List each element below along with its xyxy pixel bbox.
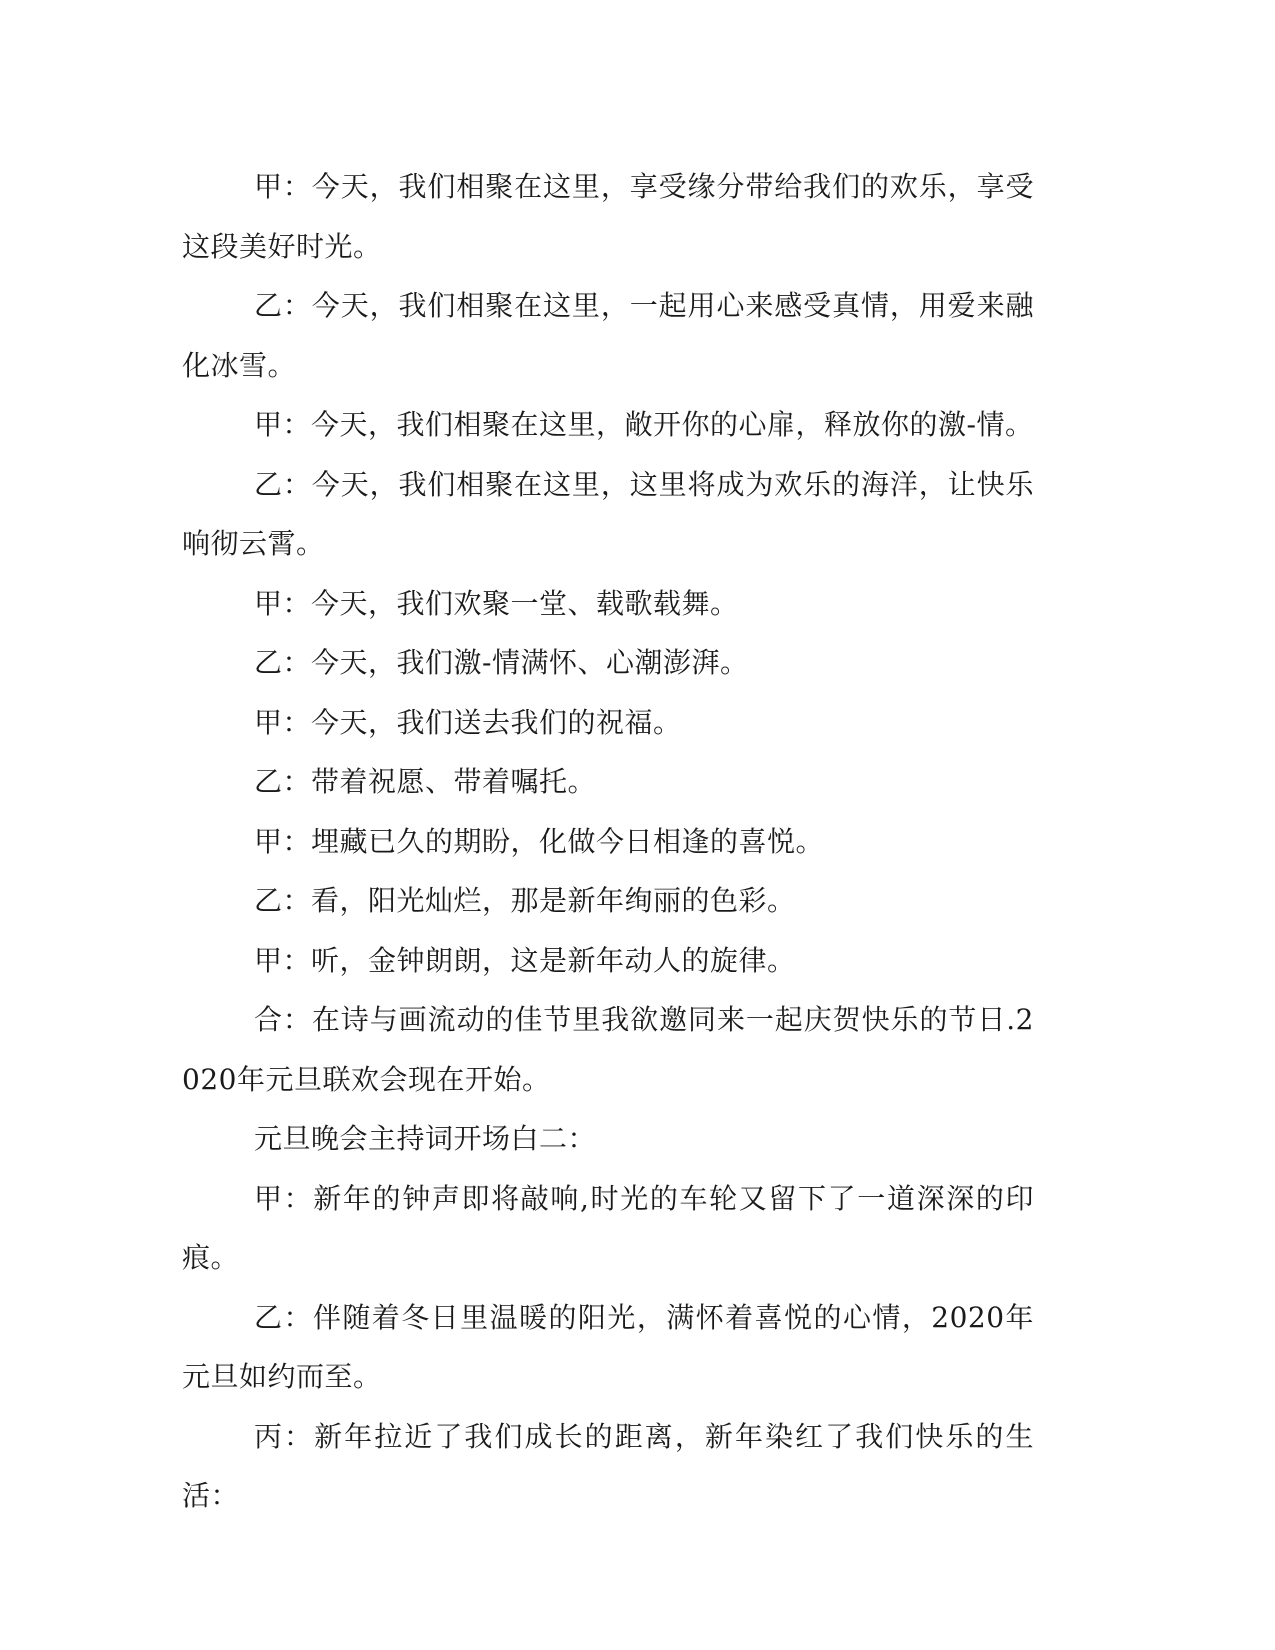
paragraph: 合：在诗与画流动的佳节里我欲邀同来一起庆贺快乐的节日.2020年元旦联欢会现在开始。 <box>182 1003 1034 1096</box>
paragraph: 甲：听，金钟朗朗，这是新年动人的旋律。 <box>254 943 796 977</box>
paragraph: 乙：伴随着冬日里温暖的阳光，满怀着喜悦的心情，2020年元旦如约而至。 <box>182 1300 1034 1393</box>
paragraph: 甲：今天，我们欢聚一堂、载歌载舞。 <box>254 586 739 620</box>
paragraph: 甲：今天，我们送去我们的祝福。 <box>254 705 682 739</box>
paragraph: 乙：今天，我们激-情满怀、心潮澎湃。 <box>254 646 749 679</box>
paragraph: 甲：今天，我们相聚在这里，敞开你的心扉，释放你的激-情。 <box>254 408 1034 441</box>
document-body <box>182 157 1034 1526</box>
paragraph: 乙：看，阳光灿烂，那是新年绚丽的色彩。 <box>254 884 796 917</box>
paragraph: 甲：今天，我们相聚在这里，享受缘分带给我们的欢乐，享受这段美好时光。 <box>182 170 1034 263</box>
paragraph: 丙：新年拉近了我们成长的距离，新年染红了我们快乐的生活： <box>182 1419 1034 1512</box>
paragraph: 乙：今天，我们相聚在这里，这里将成为欢乐的海洋，让快乐响彻云霄。 <box>182 467 1034 560</box>
paragraph: 乙：带着祝愿、带着嘱托。 <box>254 765 597 798</box>
paragraph: 甲：埋藏已久的期盼，化做今日相逢的喜悦。 <box>254 824 825 858</box>
paragraph: 乙：今天，我们相聚在这里，一起用心来感受真情，用爱来融化冰雪。 <box>182 289 1034 382</box>
section-heading: 元旦晚会主持词开场白二： <box>254 1122 597 1155</box>
paragraph: 甲：新年的钟声即将敲响,时光的车轮又留下了一道深深的印痕。 <box>182 1181 1034 1274</box>
